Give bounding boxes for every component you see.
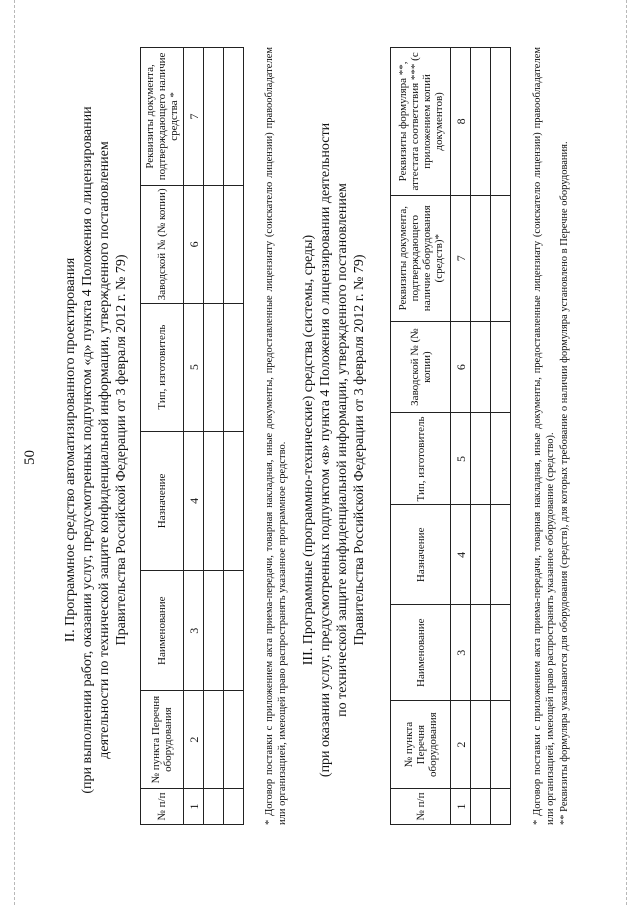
col-header-serial: Заводской № (№ копии) — [391, 321, 451, 413]
table-cell — [204, 303, 224, 431]
table-cell — [224, 691, 244, 789]
table-cell — [224, 431, 244, 571]
col-number: 7 — [451, 195, 471, 321]
col-header-name: Наименование — [391, 605, 451, 701]
table-row — [491, 48, 511, 825]
col-header-number: № п/п — [141, 789, 184, 825]
table-cell — [471, 505, 491, 605]
section2-footnote: * Договор поставки с приложением акта приема-передачи, товарная накладная, иные документы, предоставленные лицензиату (соискателю лицензии) правообладателем или организацией, имеющей право распространять указанное программное средство. — [264, 47, 288, 825]
col-header-number: № п/п — [391, 789, 451, 825]
table-row — [471, 48, 491, 825]
col-number: 7 — [184, 48, 204, 186]
col-header-list-item: № пункта Перечня оборудования — [391, 701, 451, 789]
table-header-row — [391, 48, 451, 825]
table-cell — [491, 413, 511, 505]
table-cell — [471, 605, 491, 701]
col-number: 1 — [451, 789, 471, 825]
col-header-purpose: Назначение — [391, 505, 451, 605]
table-number-row — [184, 48, 204, 825]
col-header-type-manufacturer: Тип, изготовитель — [391, 413, 451, 505]
section2-title: II. Программное средство автоматизированного проектирования — [63, 257, 78, 643]
col-header-name: Наименование — [141, 571, 184, 691]
table-cell — [224, 303, 244, 431]
section3-title: III. Программные (программно-технические) средства (системы, среды) — [301, 234, 316, 666]
table-cell — [204, 431, 224, 571]
col-header-document-details: Реквизиты документа, подтверждающего наличие оборудования (средств)* — [391, 195, 451, 321]
table-cell — [471, 789, 491, 825]
table-cell — [204, 691, 224, 789]
table-cell — [471, 701, 491, 789]
section2-heading — [62, 85, 130, 815]
table-cell — [471, 321, 491, 413]
col-number: 5 — [451, 413, 471, 505]
table-cell — [471, 48, 491, 196]
col-header-document-details: Реквизиты документа, подтверждающего наличие средства * — [141, 48, 184, 186]
table-cell — [491, 321, 511, 413]
col-number: 4 — [451, 505, 471, 605]
table-row — [224, 48, 244, 825]
col-number: 4 — [184, 431, 204, 571]
table-cell — [204, 48, 224, 186]
col-header-serial: Заводской № (№ копии) — [141, 185, 184, 303]
table-cell — [204, 185, 224, 303]
table-cell — [491, 195, 511, 321]
table-cell — [471, 413, 491, 505]
table-number-row — [451, 48, 471, 825]
col-number: 3 — [184, 571, 204, 691]
scan-edge-bottom — [626, 0, 627, 905]
table-cell — [471, 195, 491, 321]
section3-subtitle-line: Правительства Российской Федерации от 3 февраля 2012 г. № 79) — [352, 254, 367, 646]
col-number: 6 — [451, 321, 471, 413]
col-header-list-item: № пункта Перечня оборудования — [141, 691, 184, 789]
section2-subtitle-line: деятельности по технической защите конфиденциальной информации, утвержденного постановлением — [97, 141, 112, 759]
table-row — [204, 48, 224, 825]
col-number: 6 — [184, 185, 204, 303]
section3-subtitle-line: (при оказании услуг, предусмотренных подпунктом «в» пункта 4 Положения о лицензировании деятельности — [318, 122, 333, 778]
table-cell — [491, 701, 511, 789]
section3-subtitle-line: по технической защите конфиденциальной информации, утвержденного постановлением — [335, 183, 350, 717]
table-header-row — [141, 48, 184, 825]
table-cell — [224, 789, 244, 825]
section3-footnote-1: * Договор поставки с приложением акта приема-передачи, товарная накладная, иные документы, предоставленные лицензиату (соискателю лицензии) правообладателем или организацией, имеющей право распространять указанное оборудование (средство). — [532, 47, 556, 825]
table-cell — [491, 48, 511, 196]
table-cell — [491, 789, 511, 825]
table-cell — [491, 605, 511, 701]
section3-table — [390, 47, 511, 825]
page-number: 50 — [22, 450, 38, 465]
section3-footnote-2: ** Реквизиты формуляра указываются для оборудования (средств), для которых требование о наличии формуляра установлено в Перечне оборудования. — [559, 141, 570, 825]
table-cell — [204, 789, 224, 825]
col-number: 8 — [451, 48, 471, 196]
scan-edge-top — [14, 0, 15, 905]
col-number: 1 — [184, 789, 204, 825]
col-header-form-certificate: Реквизиты формуляра **, аттестата соответствия *** (с приложением копий документов) — [391, 48, 451, 196]
col-header-type-manufacturer: Тип, изготовитель — [141, 303, 184, 431]
table-cell — [224, 185, 244, 303]
table-cell — [224, 48, 244, 186]
section2-table — [140, 47, 244, 825]
col-header-purpose: Назначение — [141, 431, 184, 571]
col-number: 5 — [184, 303, 204, 431]
table-cell — [491, 505, 511, 605]
section2-subtitle-line: Правительства Российской Федерации от 3 февраля 2012 г. № 79) — [114, 254, 129, 646]
col-number: 2 — [451, 701, 471, 789]
col-number: 3 — [451, 605, 471, 701]
section3-heading — [300, 85, 368, 815]
table-cell — [204, 571, 224, 691]
section2-subtitle-line: (при выполнении работ, оказании услуг, предусмотренных подпунктом «д» пункта 4 Положения о лицензировании — [80, 106, 95, 794]
col-number: 2 — [184, 691, 204, 789]
table-cell — [224, 571, 244, 691]
